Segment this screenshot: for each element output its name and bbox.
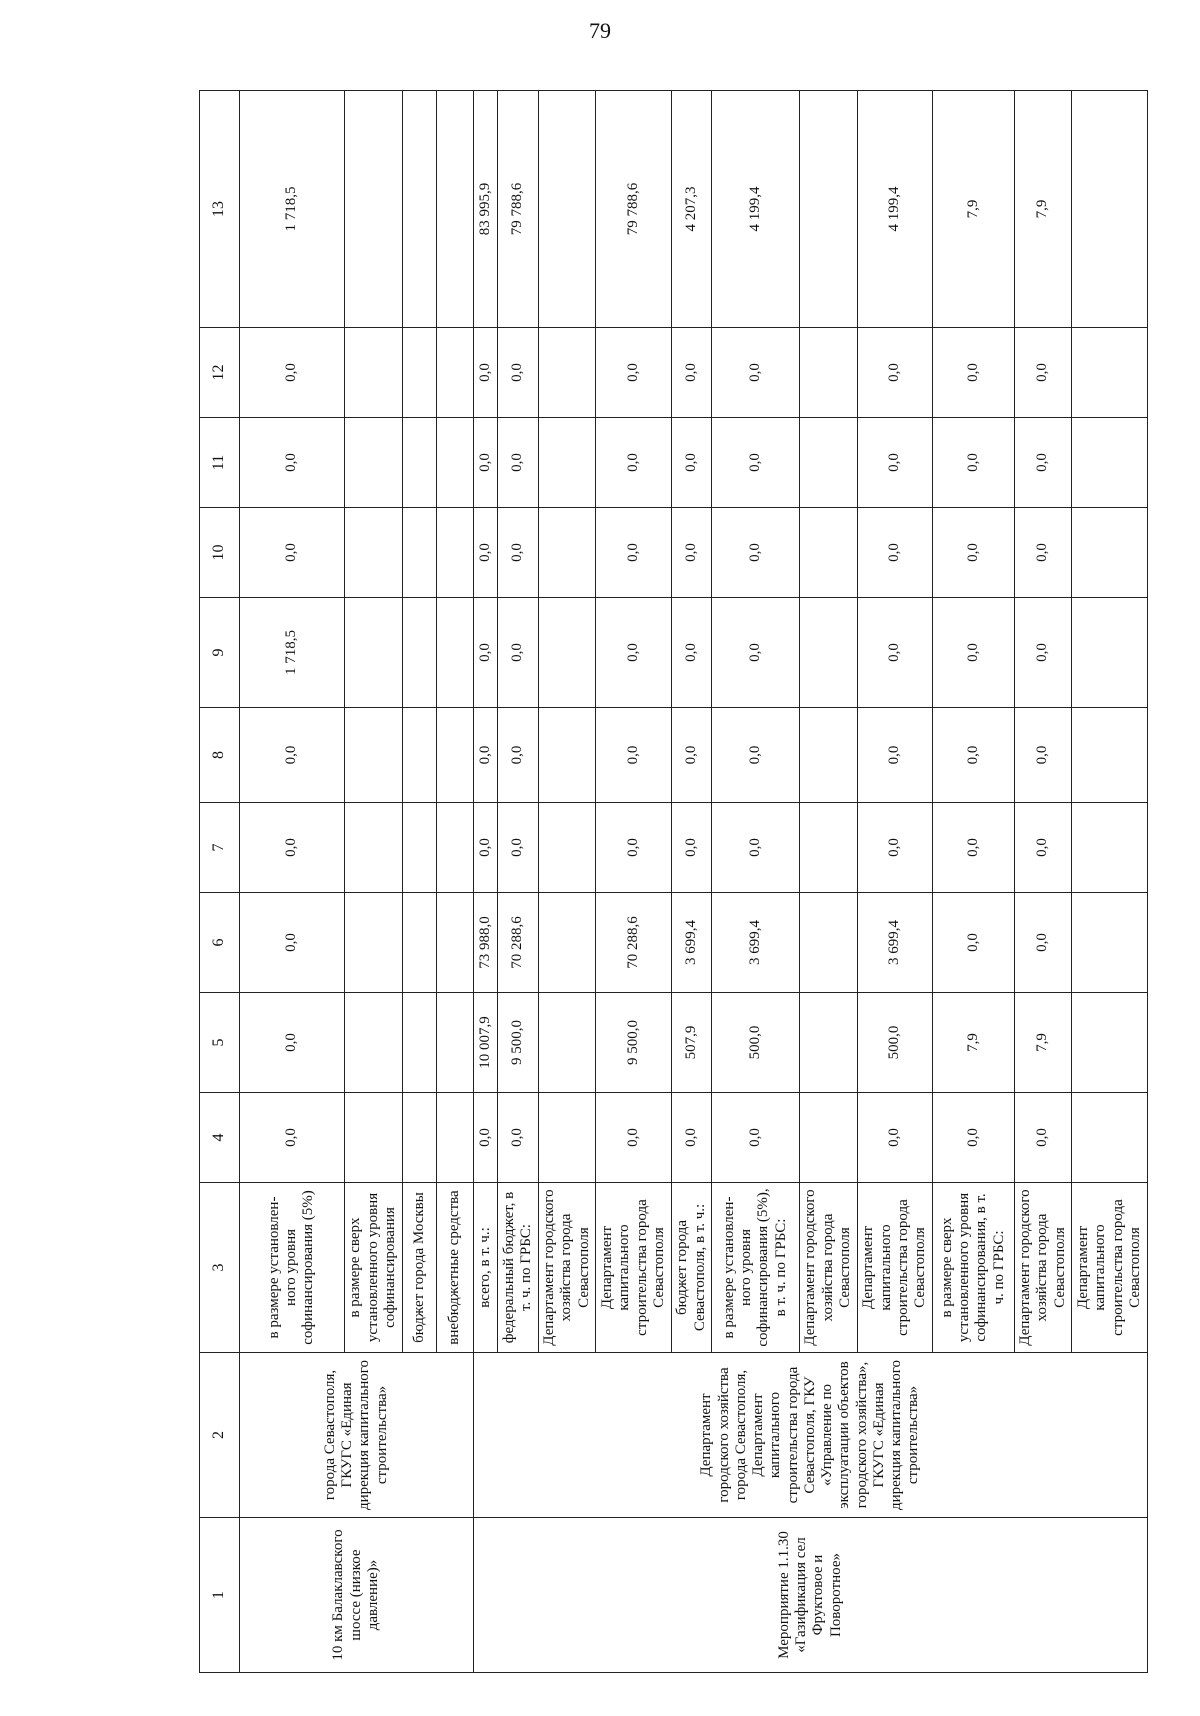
- value-cell: 0,0: [933, 893, 1015, 993]
- value-cell: 1 718,5: [239, 91, 344, 328]
- value-cell: [402, 598, 437, 708]
- value-cell: 0,0: [596, 508, 671, 598]
- value-cell: 7,9: [1014, 91, 1072, 328]
- table-row: [473, 91, 497, 1673]
- funding-source-cell: в размере сверх установленного уровня софинансирования, в т. ч. по ГРБС:: [933, 1183, 1015, 1353]
- value-cell: 0,0: [473, 328, 497, 418]
- value-cell: 500,0: [857, 993, 932, 1093]
- value-cell: [402, 993, 437, 1093]
- value-cell: 0,0: [933, 418, 1015, 508]
- value-cell: 0,0: [857, 328, 932, 418]
- value-cell: [437, 598, 474, 708]
- value-cell: 0,0: [498, 328, 538, 418]
- value-cell: 0,0: [596, 418, 671, 508]
- value-cell: [538, 508, 596, 598]
- value-cell: 7,9: [933, 993, 1015, 1093]
- value-cell: [402, 418, 437, 508]
- object-name-cell: 10 км Балаклавского шоссе (низкое давление)»: [239, 1518, 473, 1673]
- value-cell: 0,0: [1014, 508, 1072, 598]
- value-cell: [1072, 598, 1148, 708]
- value-cell: 70 288,6: [596, 893, 671, 993]
- header-cell: 6: [200, 893, 240, 993]
- value-cell: 0,0: [239, 418, 344, 508]
- value-cell: [437, 418, 474, 508]
- value-cell: [1072, 993, 1148, 1093]
- value-cell: [402, 91, 437, 328]
- value-cell: [402, 708, 437, 803]
- value-cell: 0,0: [857, 508, 932, 598]
- value-cell: 0,0: [857, 708, 932, 803]
- header-cell: 12: [200, 328, 240, 418]
- value-cell: [344, 993, 402, 1093]
- value-cell: 0,0: [857, 1093, 932, 1183]
- header-cell: 5: [200, 993, 240, 1093]
- value-cell: [538, 598, 596, 708]
- value-cell: 0,0: [498, 508, 538, 598]
- value-cell: [1072, 418, 1148, 508]
- value-cell: 1 718,5: [239, 598, 344, 708]
- value-cell: [344, 893, 402, 993]
- value-cell: 0,0: [857, 418, 932, 508]
- funding-source-cell: внебюджетные средства: [437, 1183, 474, 1353]
- funding-source-cell: федеральный бюджет, в т. ч. по ГРБС:: [498, 1183, 538, 1353]
- value-cell: 0,0: [596, 708, 671, 803]
- value-cell: 0,0: [671, 418, 711, 508]
- value-cell: [538, 418, 596, 508]
- value-cell: [1072, 328, 1148, 418]
- value-cell: [437, 328, 474, 418]
- value-cell: [1072, 508, 1148, 598]
- value-cell: [538, 993, 596, 1093]
- header-cell: 2: [200, 1353, 240, 1518]
- value-cell: 0,0: [671, 708, 711, 803]
- value-cell: 0,0: [671, 803, 711, 893]
- header-cell: 8: [200, 708, 240, 803]
- value-cell: [538, 1093, 596, 1183]
- value-cell: [799, 418, 857, 508]
- value-cell: [402, 1093, 437, 1183]
- header-cell: 10: [200, 508, 240, 598]
- value-cell: 0,0: [239, 508, 344, 598]
- funding-source-cell: бюджет города Москвы: [402, 1183, 437, 1353]
- value-cell: 0,0: [239, 893, 344, 993]
- value-cell: 3 699,4: [857, 893, 932, 993]
- header-cell: 3: [200, 1183, 240, 1353]
- value-cell: [402, 328, 437, 418]
- funding-source-cell: в размере сверх установленного уровня софинансирования: [344, 1183, 402, 1353]
- funding-source-cell: Департамент капитального строительства города Севастополя: [1072, 1183, 1148, 1353]
- funding-source-cell: Департамент городского хозяйства города Севастополя: [1014, 1183, 1072, 1353]
- value-cell: [437, 708, 474, 803]
- value-cell: 0,0: [1014, 418, 1072, 508]
- value-cell: 0,0: [1014, 803, 1072, 893]
- funding-source-cell: Департамент городского хозяйства города Севастополя: [538, 1183, 596, 1353]
- header-cell: 4: [200, 1093, 240, 1183]
- value-cell: 0,0: [473, 708, 497, 803]
- value-cell: [437, 91, 474, 328]
- value-cell: [799, 328, 857, 418]
- budget-table: [199, 90, 1148, 1673]
- value-cell: 0,0: [1014, 893, 1072, 993]
- value-cell: 70 288,6: [498, 893, 538, 993]
- funding-source-cell: Департамент городского хозяйства города Севастополя: [799, 1183, 857, 1353]
- value-cell: 0,0: [596, 1093, 671, 1183]
- value-cell: 3 699,4: [671, 893, 711, 993]
- value-cell: [1072, 91, 1148, 328]
- funding-source-cell: Департамент капитального строительства города Севастополя: [857, 1183, 932, 1353]
- value-cell: [538, 91, 596, 328]
- value-cell: 0,0: [933, 598, 1015, 708]
- value-cell: [437, 893, 474, 993]
- value-cell: 0,0: [239, 708, 344, 803]
- value-cell: [344, 508, 402, 598]
- value-cell: 0,0: [473, 418, 497, 508]
- value-cell: 9 500,0: [596, 993, 671, 1093]
- value-cell: [344, 708, 402, 803]
- value-cell: 0,0: [933, 708, 1015, 803]
- value-cell: [1072, 708, 1148, 803]
- executor-cell: города Севастополя, ГКУГС «Единая дирекция капитального строительства»: [239, 1353, 473, 1518]
- value-cell: 0,0: [473, 508, 497, 598]
- value-cell: 0,0: [671, 1093, 711, 1183]
- value-cell: [344, 91, 402, 328]
- value-cell: 0,0: [857, 598, 932, 708]
- value-cell: 0,0: [933, 508, 1015, 598]
- value-cell: 0,0: [712, 418, 800, 508]
- value-cell: 0,0: [498, 803, 538, 893]
- value-cell: 79 788,6: [498, 91, 538, 328]
- header-cell: 1: [200, 1518, 240, 1673]
- funding-source-cell: бюджет города Севастополя, в т. ч.:: [671, 1183, 711, 1353]
- funding-source-cell: всего, в т. ч.:: [473, 1183, 497, 1353]
- value-cell: 0,0: [1014, 1093, 1072, 1183]
- header-cell: 7: [200, 803, 240, 893]
- value-cell: 0,0: [473, 598, 497, 708]
- header-row: [200, 91, 240, 1673]
- value-cell: 10 007,9: [473, 993, 497, 1093]
- value-cell: 0,0: [1014, 598, 1072, 708]
- value-cell: 4 207,3: [671, 91, 711, 328]
- value-cell: 0,0: [596, 328, 671, 418]
- executor-cell: Департамент городского хозяйства города Севастополя, Департамент капитального строительства города Севастополя, ГКУ «Управление по эксплуатации объектов городского хозяйства», ГКУГС «Единая дирекция капитального строительства»: [473, 1353, 1147, 1518]
- value-cell: 83 995,9: [473, 91, 497, 328]
- value-cell: [1072, 803, 1148, 893]
- value-cell: 0,0: [498, 708, 538, 803]
- value-cell: 0,0: [596, 598, 671, 708]
- value-cell: 0,0: [239, 803, 344, 893]
- value-cell: [799, 803, 857, 893]
- value-cell: 0,0: [712, 598, 800, 708]
- value-cell: [1072, 893, 1148, 993]
- value-cell: 0,0: [239, 328, 344, 418]
- value-cell: [799, 598, 857, 708]
- value-cell: 7,9: [1014, 993, 1072, 1093]
- value-cell: [344, 598, 402, 708]
- value-cell: [799, 1093, 857, 1183]
- event-name-cell: Мероприятие 1.1.30 «Газификация сел Фруктовое и Поворотное»: [473, 1518, 1147, 1673]
- value-cell: 0,0: [712, 508, 800, 598]
- value-cell: 0,0: [473, 1093, 497, 1183]
- value-cell: 0,0: [473, 803, 497, 893]
- value-cell: 0,0: [1014, 328, 1072, 418]
- value-cell: 9 500,0: [498, 993, 538, 1093]
- value-cell: 0,0: [498, 1093, 538, 1183]
- value-cell: [344, 418, 402, 508]
- header-cell: 9: [200, 598, 240, 708]
- value-cell: [402, 893, 437, 993]
- value-cell: 0,0: [933, 803, 1015, 893]
- value-cell: [344, 1093, 402, 1183]
- value-cell: [538, 328, 596, 418]
- value-cell: 0,0: [671, 328, 711, 418]
- value-cell: [538, 803, 596, 893]
- value-cell: 507,9: [671, 993, 711, 1093]
- page-number: 79: [589, 18, 611, 43]
- value-cell: 7,9: [933, 91, 1015, 328]
- rotated-table-container: [199, 91, 1148, 1673]
- value-cell: 0,0: [239, 993, 344, 1093]
- value-cell: 4 199,4: [857, 91, 932, 328]
- value-cell: 73 988,0: [473, 893, 497, 993]
- value-cell: [437, 803, 474, 893]
- value-cell: 0,0: [712, 328, 800, 418]
- value-cell: 0,0: [857, 803, 932, 893]
- funding-source-cell: Департамент капитального строительства города Севастополя: [596, 1183, 671, 1353]
- value-cell: [538, 893, 596, 993]
- value-cell: [1072, 1093, 1148, 1183]
- value-cell: [437, 1093, 474, 1183]
- value-cell: 4 199,4: [712, 91, 800, 328]
- value-cell: 0,0: [596, 803, 671, 893]
- value-cell: 0,0: [933, 328, 1015, 418]
- value-cell: [799, 91, 857, 328]
- value-cell: [344, 803, 402, 893]
- header-cell: 11: [200, 418, 240, 508]
- table-row: [239, 91, 344, 1673]
- value-cell: 0,0: [712, 803, 800, 893]
- value-cell: 0,0: [498, 418, 538, 508]
- value-cell: [402, 508, 437, 598]
- value-cell: 3 699,4: [712, 893, 800, 993]
- value-cell: 0,0: [712, 1093, 800, 1183]
- value-cell: [799, 993, 857, 1093]
- value-cell: 79 788,6: [596, 91, 671, 328]
- value-cell: 0,0: [1014, 708, 1072, 803]
- value-cell: [344, 328, 402, 418]
- value-cell: 0,0: [498, 598, 538, 708]
- header-cell: 13: [200, 91, 240, 328]
- value-cell: [799, 508, 857, 598]
- funding-source-cell: в размере установлен-ного уровня софинансирования (5%), в т. ч. по ГРБС:: [712, 1183, 800, 1353]
- value-cell: [402, 803, 437, 893]
- value-cell: [437, 993, 474, 1093]
- value-cell: 0,0: [933, 1093, 1015, 1183]
- value-cell: 0,0: [239, 1093, 344, 1183]
- value-cell: 0,0: [671, 508, 711, 598]
- value-cell: 500,0: [712, 993, 800, 1093]
- value-cell: [538, 708, 596, 803]
- value-cell: 0,0: [712, 708, 800, 803]
- value-cell: [437, 508, 474, 598]
- value-cell: [799, 893, 857, 993]
- value-cell: 0,0: [671, 598, 711, 708]
- funding-source-cell: в размере установлен-ного уровня софинансирования (5%): [239, 1183, 344, 1353]
- value-cell: [799, 708, 857, 803]
